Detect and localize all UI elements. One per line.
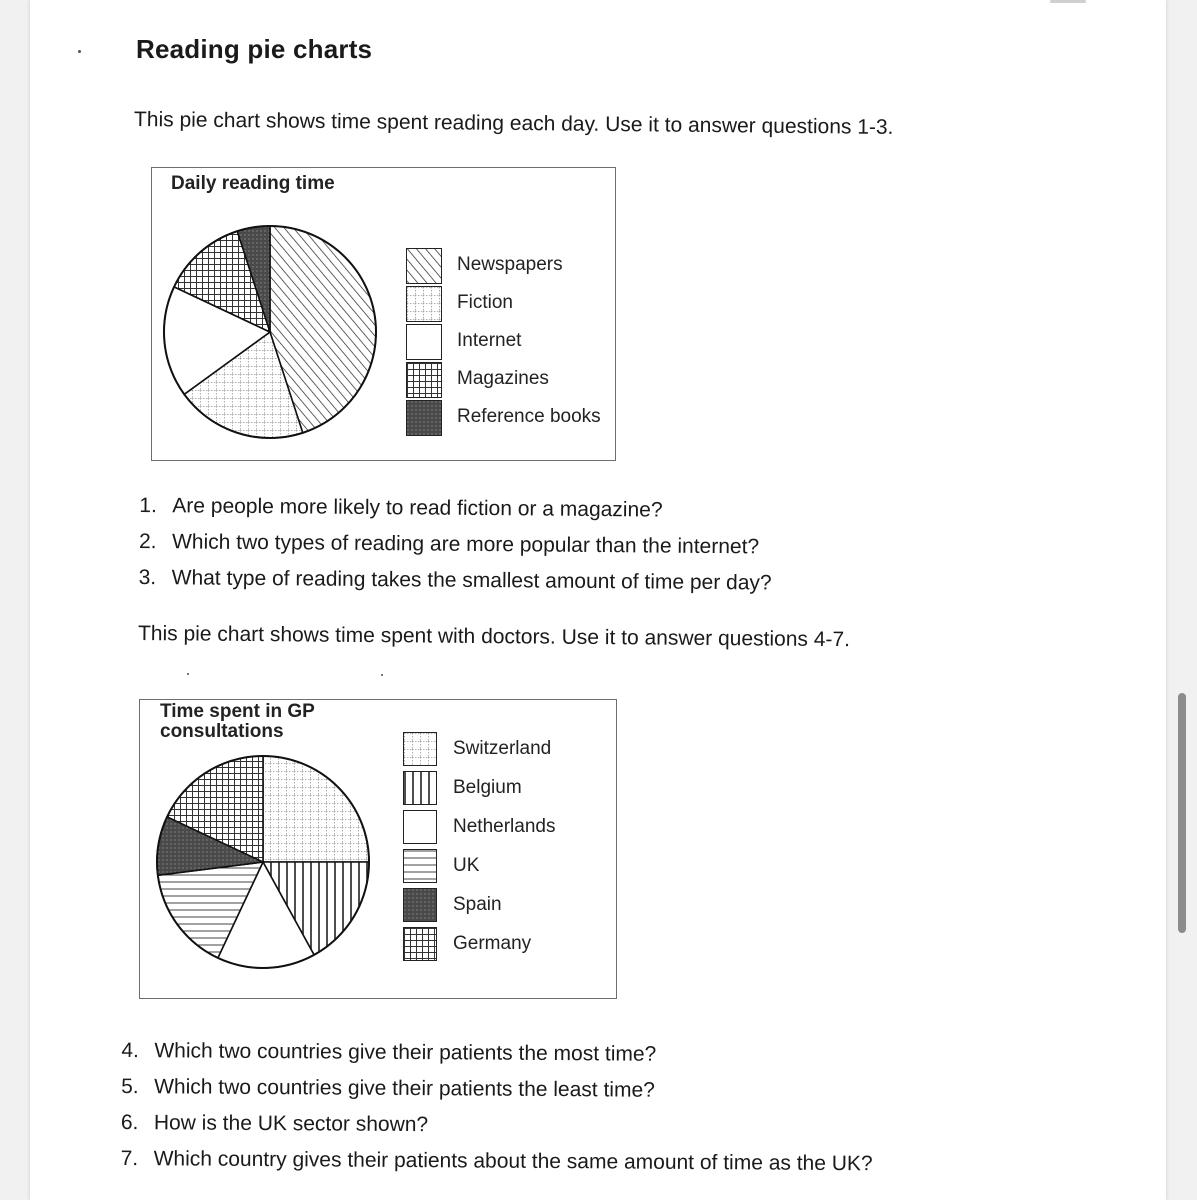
question-row: 2. Which two types of reading are more popular than the internet?: [138, 530, 760, 559]
legend-swatch-spain: [403, 888, 437, 922]
question-row: 4. Which two countries give their patients the most time?: [121, 1039, 657, 1066]
legend-swatch-magazines: [406, 362, 442, 398]
speck: [187, 673, 189, 675]
scrollbar-thumb[interactable]: [1178, 693, 1186, 933]
speck: [381, 674, 383, 676]
page-title: Reading pie charts: [136, 34, 373, 64]
question-row: 1. Are people more likely to read fiction or a magazine?: [139, 494, 663, 522]
legend-swatch-reference-books: [406, 400, 442, 436]
question-row: 3. What type of reading takes the smallest amount of time per day?: [138, 565, 772, 595]
legend-swatch-newspapers: [406, 248, 442, 284]
legend-label-belgium: Belgium: [453, 777, 522, 798]
legend-label-germany: Germany: [453, 933, 532, 954]
question-row: 5. Which two countries give their patients the least time?: [121, 1075, 655, 1102]
legend-label-internet: Internet: [457, 330, 522, 351]
chart1-title: Daily reading time: [171, 173, 335, 194]
section2-intro: This pie chart shows time spent with doctors. Use it to answer questions 4-7.: [137, 622, 851, 652]
margin-mark: [78, 50, 81, 53]
legend-swatch-netherlands: [403, 810, 437, 844]
chart1-pie: [160, 222, 390, 452]
legend-label-switzerland: Switzerland: [453, 738, 552, 759]
legend-label-magazines: Magazines: [457, 368, 549, 389]
section1-questions: [139, 488, 773, 602]
legend-label-spain: Spain: [453, 894, 502, 915]
legend-swatch-switzerland: [403, 732, 437, 766]
question-row: 6. How is the UK sector shown?: [120, 1110, 429, 1137]
legend-label-newspapers: Newspapers: [457, 254, 563, 275]
legend-swatch-uk: [403, 849, 437, 883]
legend-swatch-belgium: [403, 771, 437, 805]
legend-label-reference-books: Reference books: [457, 406, 601, 427]
chart2-title: Time spent in GP consultations: [160, 701, 315, 742]
chart2-pie: [150, 755, 380, 985]
legend-label-uk: UK: [453, 855, 480, 876]
window-edge-mark: [1050, 0, 1086, 3]
question-row: 7. Which country gives their patients about the same amount of time as the UK?: [120, 1146, 873, 1176]
legend-swatch-internet: [406, 324, 442, 360]
section2-questions: [120, 1033, 873, 1182]
legend-swatch-germany: [403, 927, 437, 961]
legend-swatch-fiction: [406, 286, 442, 322]
legend-label-netherlands: Netherlands: [453, 816, 556, 837]
pie-slice-switzerland: [263, 756, 369, 862]
section1-intro: This pie chart shows time spent reading each day. Use it to answer questions 1-3.: [133, 108, 894, 139]
legend-label-fiction: Fiction: [457, 292, 513, 313]
